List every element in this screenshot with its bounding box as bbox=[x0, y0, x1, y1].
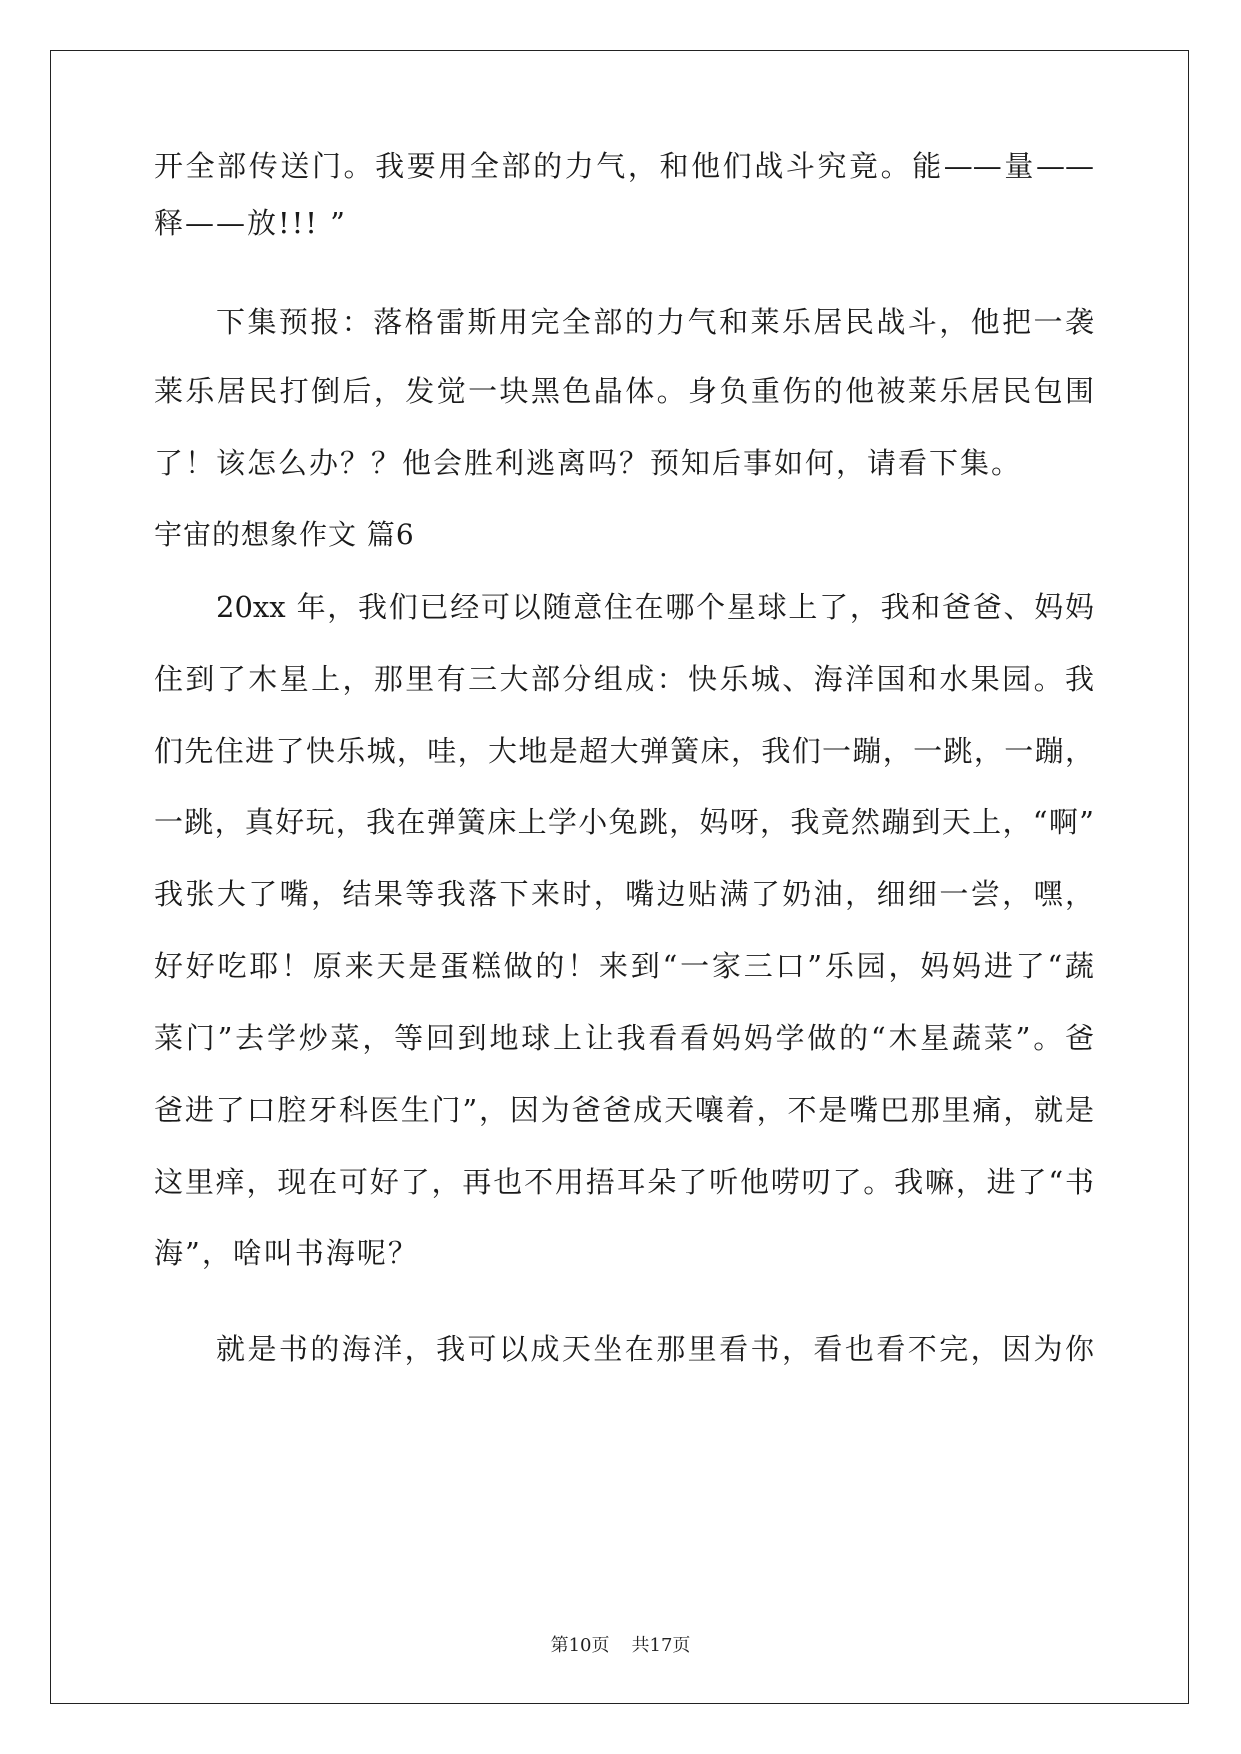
page-total: 共17页 bbox=[631, 1635, 691, 1656]
text-line: 好好吃耶！原来天是蛋糕做的！来到“一家三口”乐园，妈妈进了“蔬 bbox=[154, 949, 1094, 983]
page-number: 第10页 bbox=[550, 1635, 610, 1656]
text-line: 爸进了口腔牙科医生门”，因为爸爸成天嚷着，不是嘴巴那里痛，就是 bbox=[154, 1093, 1094, 1127]
text-line: 住到了木星上，那里有三大部分组成：快乐城、海洋国和水果园。我 bbox=[154, 662, 1094, 696]
text-line: 释——放!!! ” bbox=[154, 206, 348, 240]
text-line: 这里痒，现在可好了，再也不用捂耳朵了听他唠叨了。我嘛，进了“书 bbox=[154, 1165, 1094, 1199]
text-line: 莱乐居民打倒后，发觉一块黑色晶体。身负重伤的他被莱乐居民包围 bbox=[154, 374, 1094, 408]
text-line: 就是书的海洋，我可以成天坐在那里看书，看也看不完，因为你 bbox=[216, 1332, 1094, 1366]
text-line: 们先住进了快乐城，哇，大地是超大弹簧床，我们一蹦，一跳，一蹦， bbox=[154, 734, 1094, 768]
text-line: 海”，啥叫书海呢？ bbox=[154, 1236, 419, 1270]
text-line: 我张大了嘴，结果等我落下来时，嘴边贴满了奶油，细细一尝，嘿， bbox=[154, 877, 1094, 911]
text-line: 开全部传送门。我要用全部的力气，和他们战斗究竟。能——量—— bbox=[154, 149, 1094, 183]
text-line: 了！该怎么办？？他会胜利逃离吗？预知后事如何，请看下集。 bbox=[154, 446, 1023, 480]
text-line: 一跳，真好玩，我在弹簧床上学小兔跳，妈呀，我竟然蹦到天上，“啊” bbox=[154, 805, 1094, 839]
section-heading: 宇宙的想象作文 篇6 bbox=[154, 518, 415, 551]
text-line: 20xx 年，我们已经可以随意住在哪个星球上了，我和爸爸、妈妈 bbox=[216, 590, 1094, 624]
page-footer bbox=[0, 1634, 1241, 1658]
text-line: 下集预报：落格雷斯用完全部的力气和莱乐居民战斗，他把一袭 bbox=[216, 305, 1094, 339]
text-line: 菜门”去学炒菜，等回到地球上让我看看妈妈学做的“木星蔬菜”。爸 bbox=[154, 1021, 1094, 1055]
